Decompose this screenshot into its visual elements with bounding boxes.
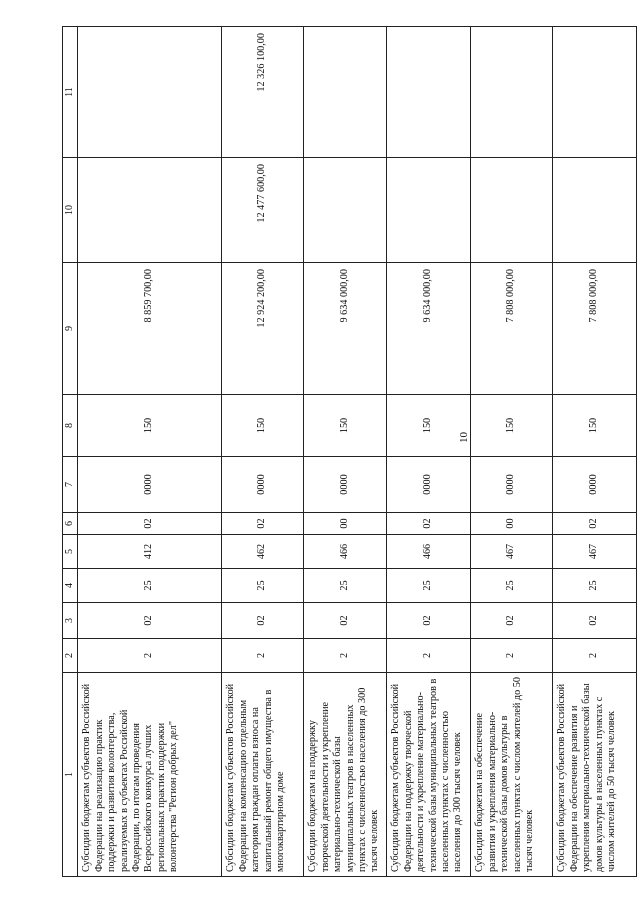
code-cell: 2 bbox=[471, 639, 553, 673]
code-cell: 02 bbox=[387, 513, 471, 535]
header-cell: 5 bbox=[63, 535, 78, 569]
code-cell: 150 bbox=[553, 395, 637, 457]
row-name: Субсидии бюджетам субъектов Российской Федерации на компенсацию отдельным категориям граждан оплаты взноса на капитальный ремонт общего имущества в многоквартирном доме bbox=[222, 673, 304, 877]
table-row bbox=[304, 27, 387, 877]
code-cell: 25 bbox=[304, 569, 387, 603]
code-cell: 2 bbox=[222, 639, 304, 673]
header-cell: 2 bbox=[63, 639, 78, 673]
code-cell: 02 bbox=[387, 603, 471, 639]
code-cell: 150 bbox=[222, 395, 304, 457]
code-cell: 02 bbox=[78, 603, 222, 639]
header-cell: 4 bbox=[63, 569, 78, 603]
code-cell: 150 bbox=[387, 395, 471, 457]
amount-cell: 7 808 000,00 bbox=[471, 263, 553, 395]
amount-cell bbox=[471, 27, 553, 158]
code-cell: 467 bbox=[553, 535, 637, 569]
budget-table bbox=[62, 26, 637, 877]
code-cell: 412 bbox=[78, 535, 222, 569]
code-cell: 25 bbox=[78, 569, 222, 603]
code-cell: 0000 bbox=[387, 457, 471, 513]
row-name: Субсидии бюджетам на обеспечение развития и укрепления материально-технической базы домов культуры в населенных пунктах с числом жителей до 50 тысяч человек bbox=[471, 673, 553, 877]
amount-cell: 12 924 200,00 bbox=[222, 263, 304, 395]
code-cell: 25 bbox=[222, 569, 304, 603]
code-cell: 0000 bbox=[78, 457, 222, 513]
header-cell: 6 bbox=[63, 513, 78, 535]
code-cell: 0000 bbox=[471, 457, 553, 513]
amount-cell: 9 634 000,00 bbox=[304, 263, 387, 395]
code-cell: 0000 bbox=[304, 457, 387, 513]
row-name: Субсидии бюджетам субъектов Российской Федерации на обеспечение развития и укрепления материально-технической базы домов культуры в населенных пунктах с числом жителей до 50 тысяч человек bbox=[553, 673, 637, 877]
code-cell: 2 bbox=[78, 639, 222, 673]
code-cell: 02 bbox=[222, 603, 304, 639]
amount-cell: 9 634 000,00 bbox=[387, 263, 471, 395]
row-name: Субсидии бюджетам субъектов Российской Федерации на реализацию практик поддержки и развития волонтерства, реализуемых в субъектах Российской Федерации, по итогам проведения Всероссийского конкурса лучших региональных практик поддержки волонтерства "Регион добрых дел" bbox=[78, 673, 222, 877]
code-cell: 02 bbox=[471, 603, 553, 639]
code-cell: 2 bbox=[304, 639, 387, 673]
amount-cell bbox=[304, 27, 387, 158]
code-cell: 2 bbox=[553, 639, 637, 673]
code-cell: 466 bbox=[387, 535, 471, 569]
header-cell: 11 bbox=[63, 27, 78, 158]
code-cell: 25 bbox=[471, 569, 553, 603]
page-number: 10 bbox=[458, 432, 470, 443]
code-cell: 466 bbox=[304, 535, 387, 569]
amount-cell bbox=[78, 158, 222, 263]
row-name: Субсидии бюджетам субъектов Российской Федерации на поддержку творческой деятельности и укрепление материально-технической базы муниципальных театров в населенных пунктах с численностью населения до 300 тысяч человек bbox=[387, 673, 471, 877]
amount-cell bbox=[78, 27, 222, 158]
code-cell: 02 bbox=[553, 513, 637, 535]
table-row bbox=[553, 27, 637, 877]
header-cell: 7 bbox=[63, 457, 78, 513]
code-cell: 00 bbox=[471, 513, 553, 535]
row-name: Субсидии бюджетам на поддержку творческой деятельности и укрепление материально-технической базы муниципальных театров в населенных пунктах с численностью населения до 300 тысяч человек bbox=[304, 673, 387, 877]
header-cell: 3 bbox=[63, 603, 78, 639]
amount-cell bbox=[387, 27, 471, 158]
table-row bbox=[222, 27, 304, 877]
amount-cell: 12 326 100,00 bbox=[222, 27, 304, 158]
table-row bbox=[78, 27, 222, 877]
code-cell: 0000 bbox=[222, 457, 304, 513]
amount-cell: 7 808 000,00 bbox=[553, 263, 637, 395]
header-row bbox=[63, 27, 78, 877]
code-cell: 0000 bbox=[553, 457, 637, 513]
code-cell: 462 bbox=[222, 535, 304, 569]
code-cell: 150 bbox=[304, 395, 387, 457]
code-cell: 25 bbox=[387, 569, 471, 603]
amount-cell bbox=[387, 158, 471, 263]
code-cell: 02 bbox=[304, 603, 387, 639]
code-cell: 25 bbox=[553, 569, 637, 603]
code-cell: 467 bbox=[471, 535, 553, 569]
amount-cell: 12 477 600,00 bbox=[222, 158, 304, 263]
rotated-table-container bbox=[62, 27, 640, 877]
code-cell: 02 bbox=[553, 603, 637, 639]
header-cell: 9 bbox=[63, 263, 78, 395]
amount-cell: 8 859 700,00 bbox=[78, 263, 222, 395]
code-cell: 02 bbox=[78, 513, 222, 535]
header-cell: 1 bbox=[63, 673, 78, 877]
code-cell: 00 bbox=[304, 513, 387, 535]
code-cell: 150 bbox=[78, 395, 222, 457]
table-row bbox=[387, 27, 471, 877]
code-cell: 150 bbox=[471, 395, 553, 457]
amount-cell bbox=[471, 158, 553, 263]
amount-cell bbox=[553, 158, 637, 263]
amount-cell bbox=[553, 27, 637, 158]
amount-cell bbox=[304, 158, 387, 263]
header-cell: 10 bbox=[63, 158, 78, 263]
code-cell: 2 bbox=[387, 639, 471, 673]
header-cell: 8 bbox=[63, 395, 78, 457]
table-row bbox=[471, 27, 553, 877]
code-cell: 02 bbox=[222, 513, 304, 535]
